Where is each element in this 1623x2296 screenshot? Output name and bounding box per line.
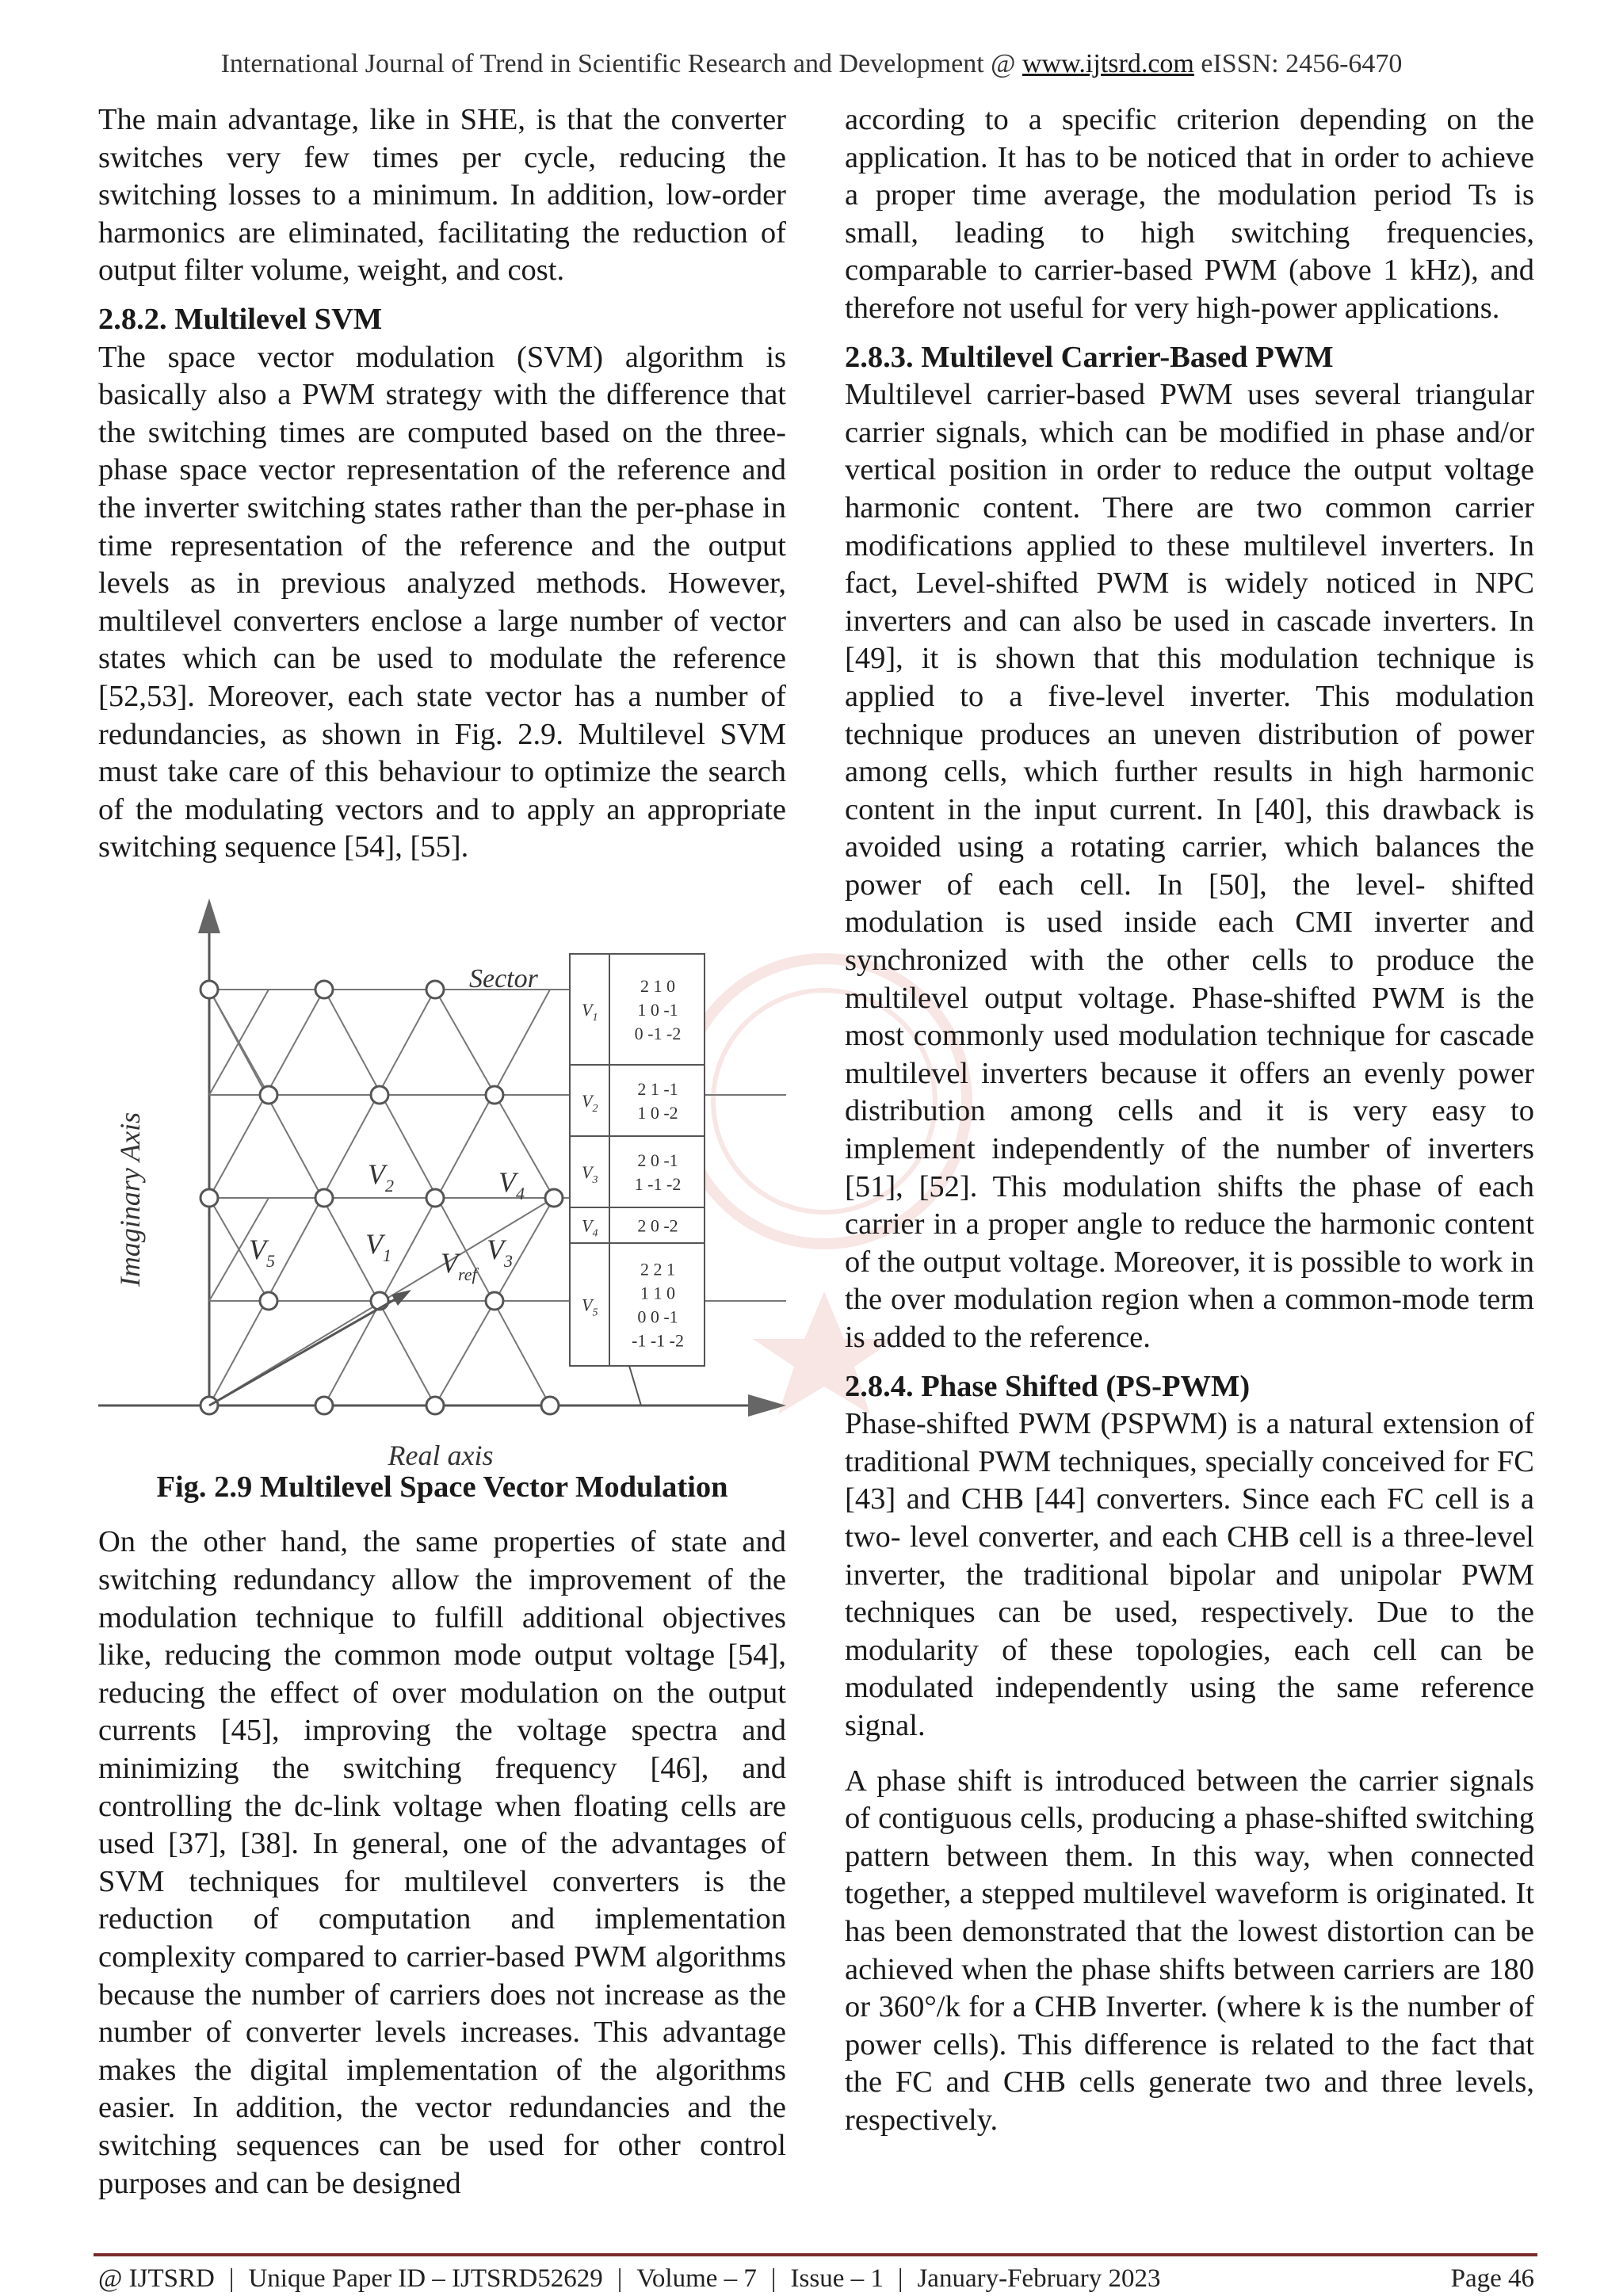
paragraph-carrier-pwm: Multilevel carrier-based PWM uses several triangular carrier signals, which can be modified in phase and/or vertical position in order to reduce the output voltage harmonic content. There are two common carrier modifications applied to these multilevel inverters. In fact, Level-shifted PWM is widely noticed in NPC inverters and can also be used in cascade inverters. In [49], it is shown that this modulation technique is applied to a five-level inverter. This modulation technique produces an uneven distribution of power among cells, which further results in high harmonic content in the input current. In [40], this drawback is avoided using a rotating carrier, which balances the power of each cell. In [50], the level- shifted modulation is used inside each CMI inverter and synchronized with the other cells to produce the multilevel output voltage. Phase-shifted PWM is the most commonly used modulation technique for cascade multilevel inverters because it offers an evenly power distribution among cells and it is very easy to implement independently of the number of inverters [51], [52]. This modulation shifts the phase of each carrier in a proper angle to reduce the harmonic content of the output voltage. Moreover, it is possible to work in the over modulation region when a common-mode term is added to the reference. — [845, 378, 1534, 1354]
y-axis-label: Imaginary Axis — [114, 1112, 146, 1287]
table-state-row: -1 -1 -2 — [632, 1330, 684, 1351]
x-axis-label: Real axis — [388, 1439, 494, 1469]
v2-label: $V_2$ — [368, 1158, 394, 1196]
table-vector-label: $V_2$ — [582, 1090, 598, 1115]
paragraph-svm: The space vector modulation (SVM) algorithm is basically also a PWM strategy with the difference that the switching times are computed based on the three-phase space vector representation of the reference and the inverter switching states rather than the per-phase in time representation of the reference and the output levels as in previous analyzed methods. However, multilevel converters enclose a large number of vector states which can be used to modulate the reference [52,53]. Moreover, each state vector has a number of redundancies, as shown in Fig. 2.9. Multilevel SVM must take care of this behaviour to optimize the search of the modulating vectors and to apply an appropriate switching sequence [54], [55]. — [98, 340, 786, 864]
footer-date: January-February 2023 — [917, 2264, 1161, 2293]
v3-label: $V_3$ — [487, 1233, 513, 1271]
sector-label: Sector — [469, 963, 538, 994]
table-vector-label: $V_5$ — [582, 1295, 598, 1319]
left-column — [98, 101, 786, 2203]
table-state-row: 1 0 -1 — [637, 999, 678, 1020]
footer-paper-id: Unique Paper ID – IJTSRD52629 — [248, 2264, 603, 2293]
figure-caption: Fig. 2.9 Multilevel Space Vector Modulation — [156, 1470, 728, 1504]
issn: eISSN: 2456-6470 — [1201, 49, 1403, 78]
table-state-row: 2 1 -1 — [637, 1078, 678, 1099]
journal-url-link[interactable]: www.ijtsrd.com — [1022, 49, 1194, 78]
journal-name: International Journal of Trend in Scientific Research and Development @ — [220, 49, 1016, 78]
paragraph-redundancy: On the other hand, the same properties of state and switching redundancy allow the improvement of the modulation technique to fulfill additional objectives like, reducing the common mode output voltage [54], reducing the effect of over modulation on the output currents [45], improving the voltage spectra and minimizing the switching frequency [46], and controlling the dc-link voltage when floating cells are used [37], [38]. In general, one of the advantages of SVM techniques for multilevel converters is the reduction of computation and implementation complexity compared to carrier-based PWM algorithms because the number of carriers does not increase as the number of converter levels increases. This advantage makes the digital implementation of the algorithms easier. In addition, the vector redundancies and the switching sequences can be used for other control purposes and can be designed — [98, 1525, 786, 2200]
footer-journal: @ IJTSRD — [98, 2264, 215, 2293]
x-axis-arrow — [748, 1394, 786, 1417]
table-vector-label: $V_4$ — [582, 1215, 598, 1240]
vref-label: $V_{ref}$ — [441, 1246, 477, 1284]
paragraph-pspwm: Phase-shifted PWM (PSPWM) is a natural extension of traditional PWM techniques, specially conceived for FC [43] and CHB [44] converters. Since each FC cell is a two- level converter, and each CHB cell is a three-level inverter, the traditional bipolar and unipolar PWM techniques can be used, respectively. Due to the modularity of these topologies, each cell can be modulated independently using the same reference signal. — [845, 1407, 1534, 1742]
paragraph-she-advantage: The main advantage, like in SHE, is that the converter switches very few times per cycle, reducing the switching losses to a minimum. In addition, low-order harmonics are eliminated, facilitating the reduction of output filter volume, weight, and cost. — [98, 103, 786, 288]
redundancy-table — [570, 954, 705, 1405]
table-vector-label: $V_1$ — [582, 999, 598, 1024]
table-state-row: 1 0 -2 — [637, 1102, 678, 1123]
table-state-row: 2 0 -1 — [637, 1150, 678, 1170]
figure-2-9 — [98, 898, 786, 1469]
table-state-row: 0 -1 -2 — [634, 1023, 682, 1043]
right-column — [845, 101, 1534, 2139]
table-state-row: 2 0 -2 — [637, 1215, 678, 1236]
footer-issue: Issue – 1 — [790, 2264, 884, 2293]
running-header — [0, 49, 1623, 79]
paragraph-phase-shift: A phase shift is introduced between the carrier signals of contiguous cells, producing a phase-shifted switching pattern between them. In this way, when connected together, a stepped multilevel waveform is originated. It has been demonstrated that the lowest distortion can be achieved when the phase shifts between carriers are 180 or 360°/k for a CHB Inverter. (where k is the number of power cells). This difference is related to the fact that the FC and CHB cells generate two and three levels, respectively. — [845, 1764, 1534, 2137]
section-heading-2-8-3: 2.8.3. Multilevel Carrier-Based PWM — [845, 340, 1334, 374]
vref-vector — [209, 1295, 403, 1405]
table-state-row: 2 2 1 — [640, 1259, 675, 1280]
table-state-row: 0 0 -1 — [637, 1306, 678, 1327]
paragraph-svm-continued: according to a specific criterion depending on the application. It has to be noticed that in order to achieve a proper time average, the modulation period Ts is small, leading to high switching frequencies, comparable to carrier-based PWM (above 1 kHz), and therefore not useful for very high-power applications. — [845, 103, 1534, 325]
v5-label: $V_5$ — [249, 1233, 275, 1271]
y-axis-arrow — [198, 898, 220, 933]
section-heading-2-8-2: 2.8.2. Multilevel SVM — [98, 302, 383, 336]
table-state-row: 2 1 0 — [640, 975, 675, 996]
footer-volume: Volume – 7 — [636, 2264, 757, 2293]
footer-rule — [94, 2253, 1537, 2256]
v4-label: $V_4$ — [498, 1165, 525, 1203]
svm-diagram — [98, 898, 786, 1469]
table-state-row: 1 -1 -2 — [634, 1173, 682, 1194]
page-footer: @ IJTSRD | Unique Paper ID – IJTSRD52629 | Volume – 7 | Issue – 1 | January-February 2023 Page 46 — [98, 2264, 1534, 2293]
section-heading-2-8-4: 2.8.4. Phase Shifted (PS-PWM) — [845, 1369, 1251, 1403]
vref-arrowhead — [391, 1290, 411, 1306]
table-vector-label: $V_3$ — [582, 1161, 598, 1186]
v1-label: $V_1$ — [365, 1227, 391, 1265]
footer-page-number: Page 46 — [1450, 2264, 1534, 2293]
table-state-row: 1 1 0 — [640, 1283, 675, 1303]
